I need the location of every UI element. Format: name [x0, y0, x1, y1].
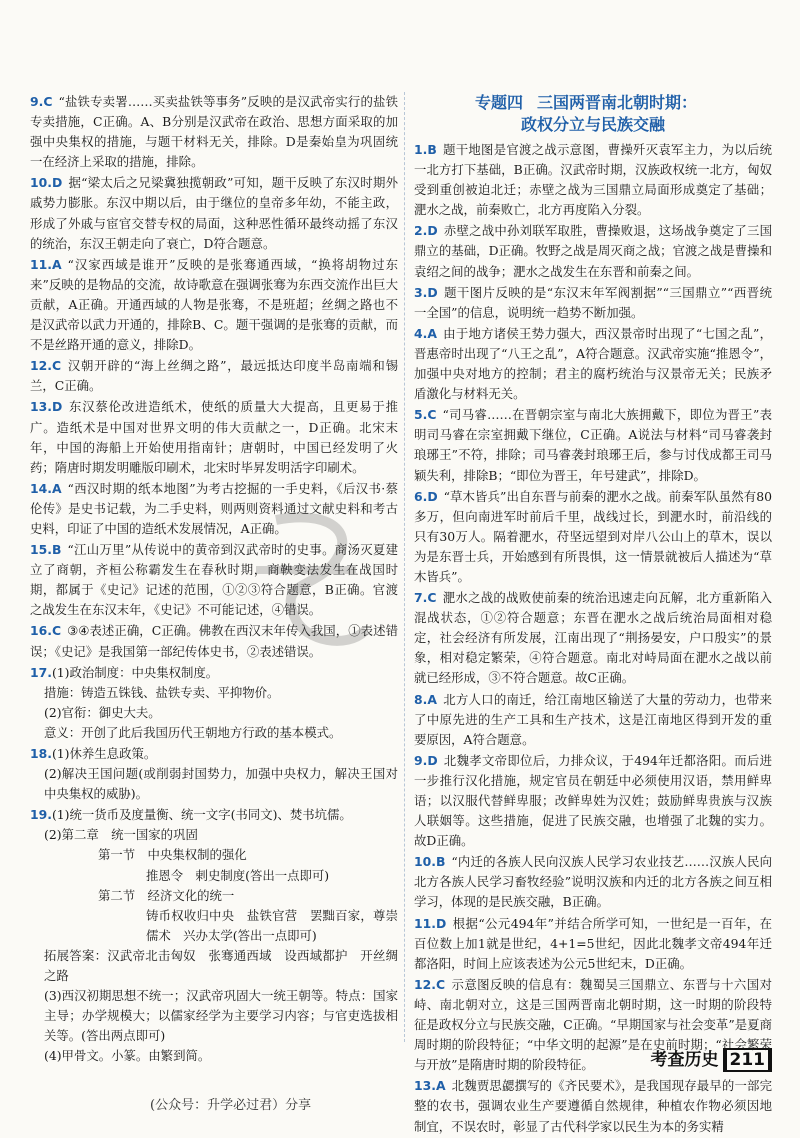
explanation-text: “盐铁专卖署……买卖盐铁等事务”反映的是汉武帝实行的盐铁专卖措施，C正确。A、B分别是汉武帝在政治、思想方面采取的加强中央集权的措施，与题干材料无关，排除。D是秦始皇为巩固统一在经济上采取的措施，排除。 — [30, 94, 398, 170]
answer-item — [30, 805, 398, 1066]
question-number: 13. — [30, 399, 52, 415]
question-number: 3. — [414, 284, 428, 300]
right-column — [414, 92, 772, 1138]
question-number: 9. — [30, 94, 44, 109]
question-number: 16. — [30, 623, 52, 639]
explanation-text: 赤壁之战中孙刘联军取胜，曹操败退，这场战争奠定了三国鼎立的基础，D正确。牧野之战是周灭商之战；官渡之战是曹操和袁绍之间的战争；淝水之战发生在东晋和前秦之间。 — [414, 223, 772, 279]
explanation-text: 北方人口的南迁，给江南地区输送了大量的劳动力，也带来了中原先进的生产工具和生产技术，这是江南地区得到开发的重要原因，A符合题意。 — [414, 691, 772, 747]
answer-letter: B — [427, 142, 437, 157]
explanation-text: “内迁的各族人民向汉族人民学习农业技艺……汉族人民向北方各族人民学习畜牧经验”说明汉族和内迁的北方各族之间互相学习，体现的是民族交融，B正确。 — [414, 854, 772, 910]
explanation-text: “汉家西域是谁开”反映的是张骞通西域，“换将胡物过东来”反映的是物品的交流，故诗歌意在强调张骞为东西交流作出巨大贡献，A正确。开通西域的人物是张骞，不是班超；丝绸之路也不是汉武帝以武力开通的，排除B、C。题干强调的是张骞的贡献，而不是丝路开通的意义，排除D。 — [30, 256, 398, 353]
answer-item — [30, 744, 398, 804]
answer-letter: A — [51, 480, 62, 496]
answer-line: (2)解决王国问题(或削弱封国势力，加强中央权力，解决王国对中央集权的威胁)。 — [44, 766, 398, 802]
explanation-text: “西汉时期的纸本地图”为考古挖掘的一手史料，《后汉书·蔡伦传》是史书记载，为二手史料，则两则资料通过文献史料和考古史料，印证了中国的造纸术发展情况，A正确。 — [30, 480, 398, 536]
topic-title-line1: 三国两晋南北朝时期： — [537, 93, 698, 112]
answer-letter: C — [43, 94, 53, 109]
answer-line: (1)政治制度：中央集权制度。 — [51, 664, 219, 680]
explanation-text: 北魏孝文帝即位后，力排众议，于494年迁都洛阳。而后进一步推行汉化措施，规定官员在朝廷中必须使用汉语，禁用鲜卑语；以汉服代替鲜卑服；改鲜卑姓为汉姓；鼓励鲜卑贵族与汉族人联姻等。这些措施，促进了民族交融，也增强了北魏的实力。故D正确。 — [414, 752, 772, 849]
question-number: 18. — [30, 746, 52, 761]
subject-label: 考查历史 — [650, 1050, 719, 1070]
question-number: 1. — [414, 142, 428, 157]
answer-item — [414, 324, 772, 404]
answer-letter: A — [435, 1078, 446, 1094]
explanation-text: 北魏贾思勰撰写的《齐民要术》，是我国现存最早的一部完整的农书，强调农业生产要遵循自然规律，种植农作物必须因地制宜，不误农时，彰显了古代科学家以民生为本的务实精 — [414, 1078, 772, 1134]
question-number: 17. — [30, 664, 52, 680]
answer-line: (2)官衔：御史大夫。 — [44, 704, 161, 720]
answer-item — [414, 914, 772, 974]
answer-line: 铸币权收归中央 盐铁官营 罢黜百家，尊崇儒术 兴办太学(答出一点即可) — [146, 907, 398, 943]
topic-label: 专题四 — [474, 93, 523, 112]
answer-item — [414, 221, 772, 281]
answer-letter: C — [51, 358, 62, 374]
answer-line: (1)休养生息政策。 — [51, 746, 157, 761]
answer-line: 拓展答案：汉武帝北击匈奴 张骞通西域 设西域都护 开丝绸之路 — [44, 947, 398, 984]
answer-letter: D — [427, 284, 438, 300]
answer-line: 第一节 中央集权制的强化 — [98, 847, 247, 863]
question-number: 2. — [414, 223, 428, 239]
answer-letter: D — [435, 915, 447, 931]
answer-item — [414, 588, 772, 688]
answer-letter: C — [427, 407, 437, 423]
explanation-text: “司马睿……在晋朝宗室与南北大族拥戴下，即位为晋王”表明司马睿在宗室拥戴下继位，C正确。A说法与材料“司马睿袭封琅琊王”不符，排除；司马睿袭封琅琊王后，参与讨伐成都王司马颖失利，排除B；“即位为晋王，年号建武”，排除D。 — [414, 407, 772, 483]
answer-item — [30, 397, 398, 477]
answer-letter: C — [427, 590, 437, 606]
answer-letter: D — [427, 752, 438, 768]
right-answers — [414, 140, 772, 1137]
answer-item — [414, 283, 772, 323]
explanation-text: 东汉蔡伦改进造纸术，使纸的质量大大提高，且更易于推广。造纸术是中国对世界文明的伟大贡献之一，D正确。北宋末年，中国的海船上开始使用指南针；唐朝时，中国已经发明了火药；隋唐时期发明雕版印刷术，北宋时毕昇发明活字印刷术。 — [30, 399, 398, 475]
question-number: 11. — [414, 915, 436, 931]
question-number: 12. — [30, 358, 52, 374]
answer-item — [414, 140, 772, 220]
answer-line: 第二节 经济文化的统一 — [98, 887, 235, 903]
explanation-text: “江山万里”从传说中的黄帝到汉武帝时的史事。商汤灭夏建立了商朝，齐桓公称霸发生在春秋时期，商鞅变法发生在战国时期，都属于《史记》记述的范围，①②③符合题意，B正确。官渡之战发生在东汉末年，《史记》不可能记述，④错误。 — [30, 542, 398, 618]
answer-line: 意义：开创了此后我国历代王朝地方行政的基本模式。 — [44, 724, 342, 740]
answer-item — [414, 487, 772, 587]
explanation-text: 示意图反映的信息有：魏蜀吴三国鼎立、东晋与十六国对峙、南北朝对立，这是三国两晋南北朝时期，这一时期的阶段特征是政权分立与民族交融，C正确。“早期国家与社会变革”是夏商周时期的阶段特征；“中华文明的起源”是在史前时期；“社会繁荣与开放”是隋唐时期的阶段特征。 — [414, 976, 772, 1073]
answer-item — [414, 1076, 772, 1136]
answer-item — [30, 173, 398, 253]
question-number: 7. — [414, 590, 428, 606]
watermark-logo-icon — [236, 500, 386, 670]
question-number: 6. — [414, 488, 428, 504]
answer-line: 措施：铸造五铢钱、盐铁专卖、平抑物价。 — [44, 684, 280, 700]
explanation-text: “草木皆兵”出自东晋与前秦的淝水之战。前秦军队虽然有80多万，但向南进军时前后千里，战线过长，到淝水时，前沿线的只有30万人。隔着淝水，苻坚远望到对岸八公山上的草木，误以为是东晋士兵，开始感到有所畏惧，这一情景就被后人描述为“草木皆兵”。 — [414, 488, 772, 584]
column-divider — [404, 92, 405, 1042]
share-note: (公众号：升学必过君）分享 — [150, 1098, 312, 1113]
answer-line: (2)第二章 统一国家的巩固 — [44, 827, 198, 843]
explanation-text: 题干地图是官渡之战示意图，曹操歼灭袁军主力，为以后统一北方打下基础，B正确。汉武帝时期，汉族政权统一北方，匈奴受到重创被迫北迁；赤壁之战为三国鼎立局面形成奠定了基础；淝水之战，前秦败亡，北方再度陷入分裂。 — [414, 142, 772, 218]
explanation-text: 汉朝开辟的“海上丝绸之路”，最远抵达印度半岛南端和锡兰，C正确。 — [30, 358, 398, 394]
topic-heading — [414, 92, 772, 136]
question-number: 12. — [414, 976, 436, 992]
topic-title-line2: 政权分立与民族交融 — [520, 115, 665, 134]
answer-item — [414, 690, 772, 750]
question-number: 4. — [414, 325, 428, 341]
answer-item — [414, 852, 772, 912]
question-number: 19. — [30, 807, 52, 823]
answer-letter: D — [427, 488, 438, 504]
page-footer — [651, 1045, 773, 1072]
explanation-text: 由于地方诸侯王势力强大，西汉景帝时出现了“七国之乱”，晋惠帝时出现了“八王之乱”，A符合题意。汉武帝实施“推恩令”，加强中央对地方的控制；君主的腐朽统治与汉景帝无关；民族矛盾激化与材料无关。 — [414, 325, 772, 402]
answer-item — [414, 751, 772, 851]
question-number: 8. — [414, 691, 428, 707]
answer-letter: C — [51, 623, 62, 639]
answer-letter: D — [427, 223, 438, 239]
answer-line: (4)甲骨文。小篆。由繁到简。 — [44, 1048, 211, 1064]
question-number: 14. — [30, 480, 52, 496]
question-number: 9. — [414, 752, 428, 768]
answer-item — [30, 92, 398, 172]
answer-letter: A — [427, 325, 437, 341]
question-number: 5. — [414, 407, 428, 423]
answer-letter: C — [435, 976, 446, 992]
answer-letter: D — [51, 399, 63, 415]
answer-letter: A — [427, 691, 437, 707]
explanation-text: ③④表述正确，C正确。佛教在西汉末年传入我国，①表述错误；《史记》是我国第一部纪传体史书，②表述错误。 — [30, 623, 398, 659]
answer-item — [30, 255, 398, 355]
explanation-text: 据“梁太后之兄梁冀独揽朝政”可知，题干反映了东汉时期外戚势力膨胀。东汉中期以后，由于继位的皇帝多年幼，不能主政，形成了外戚与宦官交替专权的局面，这种恶性循环最终动摇了东汉的统治，东汉王朝走向了衰亡，D符合题意。 — [30, 175, 398, 251]
question-number: 11. — [30, 256, 52, 272]
question-number: 10. — [414, 854, 436, 870]
answer-line: (3)西汉初期思想不统一；汉武帝巩固大一统王朝等。特点：国家主导；办学规模大；以儒家经学为主要学习内容；与官吏选拔相关等。(答出两点即可) — [44, 988, 398, 1044]
explanation-text: 淝水之战的战败使前秦的统治迅速走向瓦解，北方重新陷入混战状态，①②符合题意；东晋在淝水之战后统治局面相对稳定，社会经济有所发展，江南出现了“荆扬晏安，户口殷实”的景象，相对稳定繁荣，④符合题意。南北对峙局面在淝水之战以前就已经形成，③不符合题意。故C正确。 — [414, 590, 772, 686]
answer-letter: B — [435, 854, 446, 870]
answer-item — [30, 356, 398, 396]
answer-letter: A — [51, 256, 62, 272]
answer-item — [414, 405, 772, 485]
page-number: 211 — [723, 1048, 773, 1072]
answer-line: (1)统一货币及度量衡、统一文字(书同文)、焚书坑儒。 — [51, 807, 352, 823]
answer-letter: B — [51, 542, 62, 558]
answer-letter: D — [51, 175, 63, 191]
explanation-text: 题干图片反映的是“东汉末年军阀割据”“三国鼎立”“西晋统一全国”的信息，说明统一趋势不断加强。 — [414, 284, 772, 320]
question-number: 13. — [414, 1078, 436, 1094]
explanation-text: 根据“公元494年”并结合所学可知，一世纪是一百年，在百位数上加1就是世纪，4+1=5世纪，因此北魏孝文帝494年迁都洛阳，时间上应该表述为公元5世纪末，D正确。 — [414, 915, 772, 971]
answer-item — [30, 663, 398, 743]
question-number: 15. — [30, 542, 52, 558]
answer-line: 推恩令 剌史制度(答出一点即可) — [146, 867, 330, 883]
question-number: 10. — [30, 175, 52, 191]
